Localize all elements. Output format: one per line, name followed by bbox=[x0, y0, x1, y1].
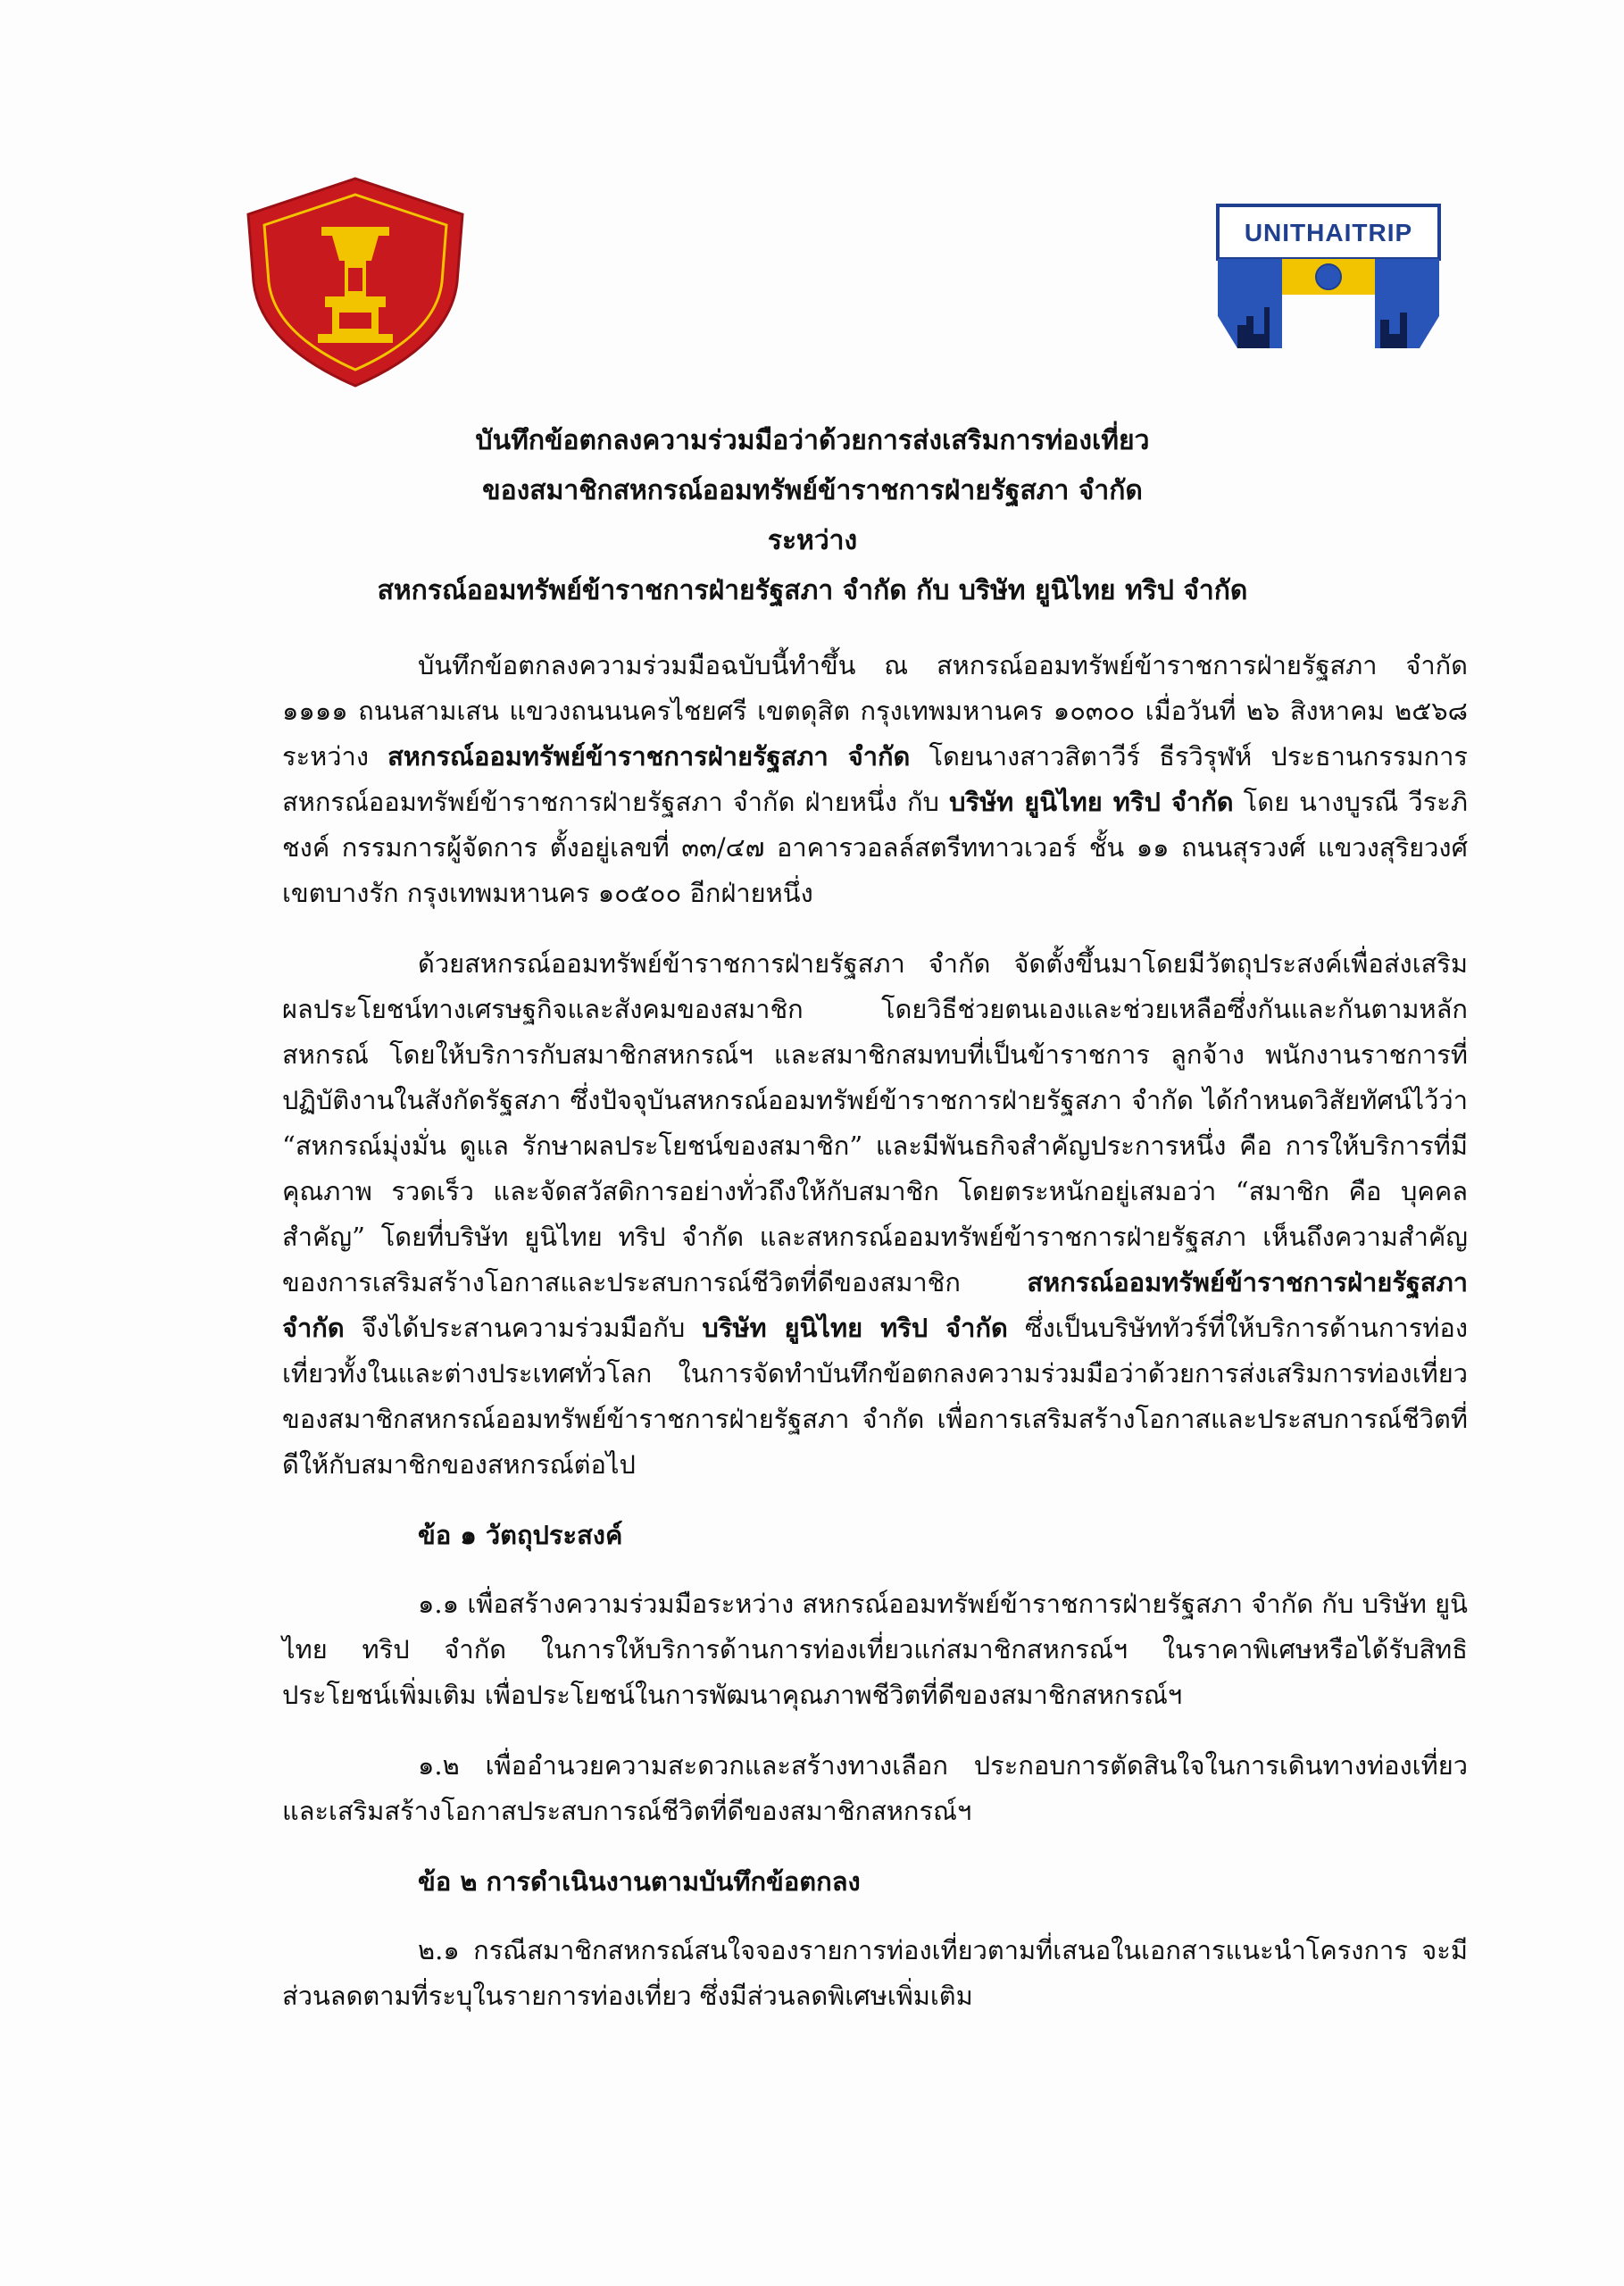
title-line-1: บันทึกข้อตกลงความร่วมมือว่าด้วยการส่งเสริมการท่องเที่ยว bbox=[475, 425, 1150, 456]
document-title bbox=[268, 416, 1357, 616]
paragraph-background bbox=[282, 941, 1468, 1488]
text: โดย นางบูรณี วีระภิชงค์ กรรมการผู้จัดการ ตั้งอยู่เลขที่ ๓๓/๔๗ อาคารวอลล์สตรีททาวเวอร์ ชั้น ๑๑ ถนนสุรวงศ์ แขวงสุริยวงศ์ เขตบางรัก กรุงเทพมหานคร ๑๐๕๐๐ อีกฝ่ายหนึ่ง bbox=[282, 787, 1468, 908]
clause-1-item-2: ๑.๒ เพื่ออำนวยความสะดวกและสร้างทางเลือก ประกอบการตัดสินใจในการเดินทางท่องเที่ยว และเสริมสร้างโอกาสประสบการณ์ชีวิตที่ดีของสมาชิกสหกรณ์ฯ bbox=[282, 1750, 1468, 1826]
bold-text: บริษัท ยูนิไทย ทริป จำกัด bbox=[949, 787, 1234, 817]
bold-text: สหกรณ์ออมทรัพย์ข้าราชการฝ่ายรัฐสภา จำกัด bbox=[282, 1267, 1468, 1343]
bold-text: สหกรณ์ออมทรัพย์ข้าราชการฝ่ายรัฐสภา จำกัด bbox=[387, 741, 911, 772]
text: ซึ่งเป็นบริษัททัวร์ที่ให้บริการด้านการท่องเที่ยวทั้งในและต่างประเทศทั่วโลก ในการจัดทำบันทึกข้อตกลงความร่วมมือว่าด้วยการส่งเสริมการท่องเที่ยวของสมาชิกสหกรณ์ออมทรัพย์ข้าราชการฝ่ายรัฐสภา จำกัด เพื่อการเสริมสร้างโอกาสและประสบการณ์ชีวิตที่ดีให้กับสมาชิกของสหกรณ์ต่อไป bbox=[282, 1313, 1468, 1480]
text: จึงได้ประสานความร่วมมือกับ bbox=[344, 1313, 703, 1343]
clause-1-item-1: ๑.๑ เพื่อสร้างความร่วมมือระหว่าง สหกรณ์ออมทรัพย์ข้าราชการฝ่ายรัฐสภา จำกัด กับ บริษัท ยูนิไทย ทริป จำกัด ในการให้บริการด้านการท่องเที่ยวแก่สมาชิกสหกรณ์ฯ ในราคาพิเศษหรือได้รับสิทธิประโยชน์เพิ่มเติม เพื่อประโยชน์ในการพัฒนาคุณภาพชีวิตที่ดีของสมาชิกสหกรณ์ฯ bbox=[282, 1589, 1468, 1710]
paragraph-parties bbox=[282, 643, 1468, 916]
text: บันทึกข้อตกลงความร่วมมือฉบับนี้ทำขึ้น ณ สหกรณ์ออมทรัพย์ข้าราชการฝ่ายรัฐสภา จำกัด ๑๑๑๑ ถนนสามเสน แขวงถนนนครไชยศรี เขตดุสิต กรุงเทพมหานคร ๑๐๓๐๐ เมื่อวันที่ ๒๖ สิงหาคม ๒๕๖๘ ระหว่าง bbox=[282, 650, 1468, 772]
title-line-3: ระหว่าง bbox=[767, 525, 858, 556]
unithaitrip-logo-icon bbox=[1211, 200, 1446, 352]
bold-text: บริษัท ยูนิไทย ทริป จำกัด bbox=[702, 1313, 1008, 1343]
cooperative-seal-icon bbox=[239, 175, 471, 389]
title-line-4: สหกรณ์ออมทรัพย์ข้าราชการฝ่ายรัฐสภา จำกัด กับ บริษัท ยูนิไทย ทริป จำกัด bbox=[377, 575, 1248, 606]
clause-2-title: ข้อ ๒ การดำเนินงานตามบันทึกข้อตกลง bbox=[418, 1866, 861, 1897]
title-line-2: ของสมาชิกสหกรณ์ออมทรัพย์ข้าราชการฝ่ายรัฐสภา จำกัด bbox=[482, 475, 1143, 506]
text: ด้วยสหกรณ์ออมทรัพย์ข้าราชการฝ่ายรัฐสภา จำกัด จัดตั้งขึ้นมาโดยมีวัตถุประสงค์เพื่อส่งเสริมผลประโยชน์ทางเศรษฐกิจและสังคมของสมาชิก โดยวิธีช่วยตนเองและช่วยเหลือซึ่งกันและกันตามหลักสหกรณ์ โดยให้บริการกับสมาชิกสหกรณ์ฯ และสมาชิกสมทบที่เป็นข้าราชการ ลูกจ้าง พนักงานราชการที่ปฏิบัติงานในสังกัดรัฐสภา ซึ่งปัจจุบันสหกรณ์ออมทรัพย์ข้าราชการฝ่ายรัฐสภา จำกัด ได้กำหนดวิสัยทัศน์ไว้ว่า “สหกรณ์มุ่งมั่น ดูแล รักษาผลประโยชน์ของสมาชิก” และมีพันธกิจสำคัญประการหนึ่ง คือ การให้บริการที่มีคุณภาพ รวดเร็ว และจัดสวัสดิการอย่างทั่วถึงให้กับสมาชิก โดยตระหนักอยู่เสมอว่า “สมาชิก คือ บุคคลสำคัญ” โดยที่บริษัท ยูนิไทย ทริป จำกัด และสหกรณ์ออมทรัพย์ข้าราชการฝ่ายรัฐสภา เห็นถึงความสำคัญของการเสริมสร้างโอกาสและประสบการณ์ชีวิตที่ดีของสมาชิก bbox=[282, 948, 1468, 1297]
svg-text:UNITHAITRIP: UNITHAITRIP bbox=[1244, 219, 1413, 246]
document-body bbox=[282, 643, 1468, 2044]
clause-2-item-1: ๒.๑ กรณีสมาชิกสหกรณ์สนใจจองรายการท่องเที่ยวตามที่เสนอในเอกสารแนะนำโครงการ จะมีส่วนลดตามที่ระบุในรายการท่องเที่ยว ซึ่งมีส่วนลดพิเศษเพิ่มเติม bbox=[282, 1935, 1468, 2011]
clause-1-title: ข้อ ๑ วัตถุประสงค์ bbox=[418, 1520, 623, 1550]
text: โดยนางสาวสิตาวีร์ ธีรวิรุฬห์ ประธานกรรมการสหกรณ์ออมทรัพย์ข้าราชการฝ่ายรัฐสภา จำกัด ฝ่ายหนึ่ง กับ bbox=[282, 741, 1468, 817]
